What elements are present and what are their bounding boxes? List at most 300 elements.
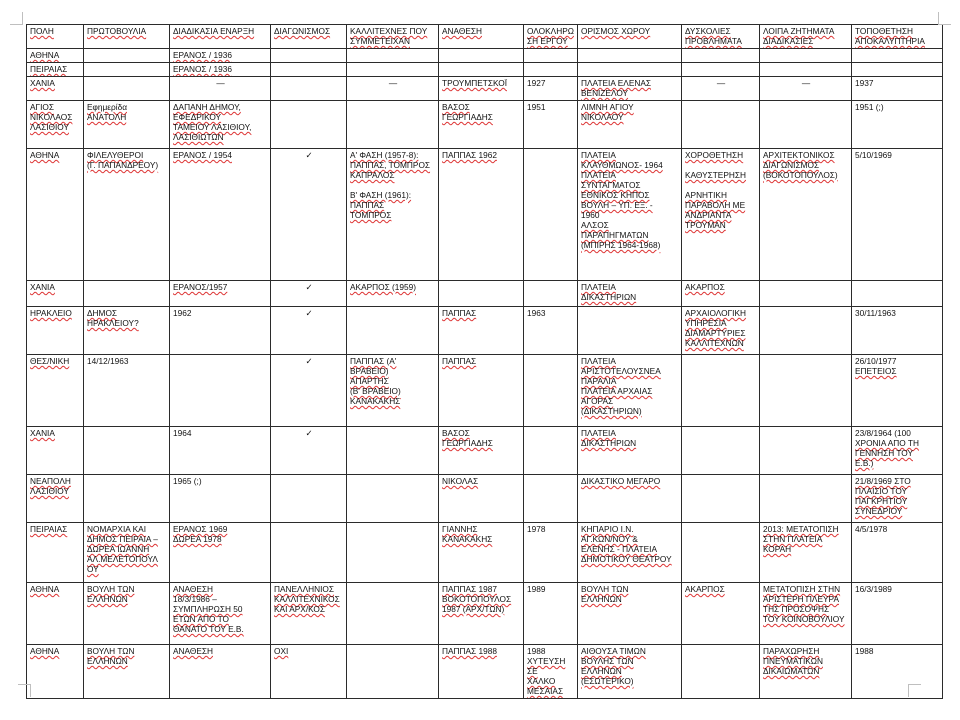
cell-text: Α' ΦΑΣΗ (1957-8):: [350, 150, 419, 160]
cell-text: ΟΧΙ: [274, 646, 289, 656]
table-cell: [760, 281, 852, 307]
cell-text: ΑΘΗΝΑ: [30, 50, 60, 60]
cell-text: ΟΛΟΚΛΗΡΩΣΗ ΕΡΓΟΥ: [527, 26, 574, 46]
cell-text: ΒΑΣΟΣ: [442, 102, 470, 112]
table-cell: [347, 355, 439, 427]
table-cell: [852, 49, 943, 63]
table-cell: [578, 281, 682, 307]
cell-text: ΝΙΚΟΛΑΣ: [442, 476, 479, 486]
cell-text: 14/12/1963: [87, 356, 129, 366]
table-cell: [852, 645, 943, 699]
cell-text: ΠΛΑΤΕΙΑ: [581, 428, 616, 438]
cell-text: 1960: [581, 210, 600, 220]
cell-text: ΠΑΡΑΛΙΑ: [581, 376, 617, 386]
cell-text: ΤΑΜΕΙΟΥ ΛΑΣΙΘΙΟΥ,: [173, 122, 252, 132]
table-row: [27, 475, 943, 523]
cell-text: 26/10/1977: [855, 356, 897, 366]
cell-text: ΤΡΟΥΜΑΝ: [685, 220, 726, 230]
cell-text: ΓΕΩΡΓΙΑΔΗΣ: [442, 112, 493, 122]
cell-text: ΛΙΜΝΗ ΑΓΙΟΥ: [581, 102, 634, 112]
table-cell: [439, 149, 524, 281]
table-cell: [170, 645, 271, 699]
cell-text: ΔΗΜΟΤΙΚΟΥ ΘΕΑΤΡΟΥ: [581, 554, 672, 564]
table-cell: [84, 583, 170, 645]
cell-text: Εφημερίδα: [87, 102, 127, 112]
table-cell: [347, 49, 439, 63]
cell-text: ΠΑΠΠΑΣ 1987: [442, 584, 497, 594]
cell-text: ΕΤΩΝ ΑΠΟ ΤΟ: [173, 614, 229, 624]
cell-text: ΠΕΙΡΑΙΑΣ: [30, 524, 68, 534]
table-cell: [271, 63, 347, 77]
cell-text: 1988: [527, 646, 546, 656]
cell-text: 1988: [855, 646, 874, 656]
table-cell: [760, 49, 852, 63]
table-cell: [84, 307, 170, 355]
cell-text: 1951: [527, 102, 546, 112]
cell-text: ΕΡΑΝΟΣ / 1936: [173, 64, 232, 74]
table-cell: [682, 281, 760, 307]
table-row: [27, 101, 943, 149]
cell-text: ΠΕΙΡΑΙΑΣ: [30, 64, 68, 74]
table-cell: [682, 307, 760, 355]
cell-text: ΠΑΡΑΠΗΓΜΑΤΩΝ: [581, 230, 649, 240]
table-cell: [271, 427, 347, 475]
table-cell: [84, 645, 170, 699]
table-cell: [347, 427, 439, 475]
cell-text: ΠΑΝΕΛΛΗΝΙΟΣ: [274, 584, 335, 594]
cell-text: ΚΑΛΛΙΤΕΧΝΩΝ: [685, 338, 744, 348]
header-row: [27, 25, 943, 49]
cell-text: 1989: [527, 584, 546, 594]
table-cell: [27, 355, 84, 427]
table-cell: [84, 475, 170, 523]
cell-text: ΣΤΗΝ ΠΛΑΤΕΙΑ: [763, 534, 823, 544]
cell-text: ΠΛΑΙΣΙΟ ΤΟΥ: [855, 486, 908, 496]
table-cell: [578, 427, 682, 475]
cell-text: ΑΚΑΡΠΟΣ: [685, 282, 725, 292]
table-row: [27, 281, 943, 307]
cell-text: ΝΟΜΑΡΧΙΑ ΚΑΙ: [87, 524, 147, 534]
cell-text: ΑΝΔΡΙΑΝΤΑ: [685, 210, 732, 220]
cell-text: 23/8/1964 (100: [855, 428, 911, 438]
table-cell: [578, 583, 682, 645]
table-cell: [852, 355, 943, 427]
cell-text: ΠΑΠΠΑΣ 1962: [442, 150, 497, 160]
table-cell: [347, 475, 439, 523]
cell-text: ΚΑΛΛΙΤΕΧΝΕΣ ΠΟΥ ΣΥΜΜΕΤΕΙΧΑΝ: [350, 26, 428, 46]
cell-text: (Β' ΒΡΑΒΕΙΟ): [350, 386, 401, 396]
table-cell: [439, 307, 524, 355]
table-cell: [27, 77, 84, 101]
table-cell: [578, 645, 682, 699]
cell-text: ΚΟΡΑΗ: [763, 544, 792, 554]
cell-text: ΜΕΣΑΙΑΣ: [527, 686, 564, 696]
cell-text: ΑΝΑΘΕΣΗ: [442, 26, 482, 36]
cell-text: ΥΠΗΡΕΣΙΑ: [685, 318, 727, 328]
table-cell: [760, 355, 852, 427]
table-cell: [84, 355, 170, 427]
table-cell: [439, 355, 524, 427]
column-header: [347, 25, 439, 49]
table-cell: [271, 355, 347, 427]
cell-text: ΔΩΡΕΑ ΙΩΑΝΝΗ: [87, 544, 150, 554]
table-cell: [347, 149, 439, 281]
table-cell: [578, 523, 682, 583]
table-cell: [852, 281, 943, 307]
cell-text: ΑΝΑΤΟΛΗ: [87, 112, 127, 122]
cell-text: ΟΡΙΣΜΟΣ ΧΩΡΟΥ: [581, 26, 651, 36]
cell-text: —: [801, 78, 811, 88]
cell-text: ΑΡΙΣΤΟΤΕΛΟΥΣΝΕΑ: [581, 366, 661, 376]
cell-text: ΠΑΠΠΑΣ: [442, 356, 477, 366]
cell-text: ΓΕΝΝΗΣΗ ΤΟΥ: [855, 448, 913, 458]
cell-text: ΧΥΤΕΥΣΗ ΣΕ: [527, 656, 566, 676]
table-cell: [27, 475, 84, 523]
table-cell: [760, 523, 852, 583]
table-cell: [84, 427, 170, 475]
cell-text: ΠΑΠΠΑΣ: [442, 308, 477, 318]
table-cell: [760, 645, 852, 699]
table-cell: [84, 101, 170, 149]
cell-text: ΒΟΥΛΗ – ΥΠ. ΕΞ. -: [581, 200, 653, 210]
cell-text: ΔΑΠΑΝΗ ΔΗΜΟΥ,: [173, 102, 241, 112]
table-cell: [578, 77, 682, 101]
column-header: [524, 25, 578, 49]
cell-text: 4/5/1978: [855, 524, 888, 534]
column-header: [271, 25, 347, 49]
table-cell: [760, 149, 852, 281]
table-cell: [439, 523, 524, 583]
cell-text: ΘΕΣ/ΝΙΚΗ: [30, 356, 70, 366]
table-cell: [852, 63, 943, 77]
table-cell: [852, 77, 943, 101]
cell-text: 1951 (;): [855, 102, 884, 112]
cell-text: ΠΛΑΤΕΙΑ ΑΡΧΑΙΑΣ: [581, 386, 653, 396]
table-cell: [682, 63, 760, 77]
cell-text: ΑΝΑΘΕΣΗ: [173, 646, 213, 656]
cell-text: ΚΑΝΑΚΑΚΗΣ: [350, 396, 401, 406]
table-row: [27, 523, 943, 583]
cell-text: ΕΛΛΗΝΩΝ: [581, 594, 622, 604]
cell-text: ΠΡΩΤΟΒΟΥΛΙΑ: [87, 26, 147, 36]
table-cell: [852, 149, 943, 281]
cell-text: 5/10/1969: [855, 150, 892, 160]
cell-text: 18/3/1986 –: [173, 594, 217, 604]
cell-text: ΒΑΣΟΣ: [442, 428, 470, 438]
table-cell: [682, 645, 760, 699]
table-cell: [439, 281, 524, 307]
table-cell: [170, 63, 271, 77]
table-cell: [524, 475, 578, 523]
table-cell: [347, 307, 439, 355]
cell-text: ΑΓΟΡΑΣ: [581, 396, 614, 406]
cell-text: ΧΑΝΙΑ: [30, 282, 55, 292]
table-cell: [439, 49, 524, 63]
table-cell: [170, 523, 271, 583]
cell-text: ΒΟΚΟΤΟΠΟΥΛΟΣ: [442, 594, 512, 604]
table-cell: [170, 427, 271, 475]
cell-text: ΕΛΛΗΝΩΝ: [87, 594, 128, 604]
table-cell: [27, 427, 84, 475]
cell-text: ΝΙΚΟΛΑΟΥ: [581, 112, 624, 122]
cell-text: ΔΙΑΔΙΚΑΣΙΑ ΕΝΑΡΞΗ: [173, 26, 255, 36]
cell-text: ΒΟΥΛΗ ΤΩΝ: [87, 646, 135, 656]
table-cell: [271, 475, 347, 523]
table-cell: [682, 475, 760, 523]
cell-text: ΧΟΡΟΘΕΤΗΣΗ: [685, 150, 744, 160]
cell-text: ΤΡΟΥΜΠΕΤΣΚΟΪ: [442, 78, 507, 88]
cell-text: (ΔΙΚΑΣΤΗΡΙΩΝ): [581, 406, 642, 416]
cell-text: ✓: [305, 150, 313, 160]
cell-text: ΧΡΟΝΙΑ ΑΠΟ ΤΗ: [855, 438, 919, 448]
table-cell: [170, 49, 271, 63]
table-cell: [578, 355, 682, 427]
column-header: [170, 25, 271, 49]
column-header: [578, 25, 682, 49]
cell-text: (Γ. ΠΑΠΑΝΔΡΕΟΥ): [87, 160, 159, 170]
table-cell: [760, 427, 852, 475]
table-cell: [524, 645, 578, 699]
table-row: [27, 355, 943, 427]
cell-text: ΑΛΣΟΣ: [581, 220, 609, 230]
cell-text: ΣΥΝΤΑΓΜΑΤΟΣ: [581, 180, 641, 190]
column-header: [682, 25, 760, 49]
table-row: [27, 645, 943, 699]
cell-text: ΑΙΘΟΥΣΑ ΤΙΜΩΝ: [581, 646, 646, 656]
table-row: [27, 583, 943, 645]
cell-text: ΔΩΡΕΑ 1978: [173, 534, 222, 544]
cell-text: ΓΕΩΡΓΙΑΔΗΣ: [442, 438, 493, 448]
table-cell: [347, 77, 439, 101]
table-cell: [84, 49, 170, 63]
cell-text: ΚΛΑΥΘΜΩΝΟΣ- 1964: [581, 160, 663, 170]
table-cell: [271, 583, 347, 645]
cell-text: ΔΥΣΚΟΛΙΕΣ ΠΡΟΒΛΗΜΑΤΑ: [685, 26, 742, 46]
column-header: [439, 25, 524, 49]
cell-text: ΕΛΛΗΝΩΝ: [87, 656, 128, 666]
cell-text: ΔΙΚΑΣΤΙΚΟ ΜΕΓΑΡΟ: [581, 476, 661, 486]
table-cell: [439, 645, 524, 699]
table-cell: [27, 523, 84, 583]
table-cell: [682, 355, 760, 427]
table-cell: [578, 149, 682, 281]
cell-text: ΠΑΠΠΑΣ: [350, 200, 385, 210]
table-cell: [170, 475, 271, 523]
table-cell: [271, 523, 347, 583]
cell-text: ΔΙΚΑΣΤΗΡΙΩΝ: [581, 292, 637, 302]
table-row: [27, 149, 943, 281]
table-cell: [682, 77, 760, 101]
cell-text: ΛΟΙΠΑ ΖΗΤΗΜΑΤΑ ΔΙΑΔΙΚΑΣΙΕΣ: [763, 26, 835, 46]
cell-text: ΛΑΣΙΘΙΟΥ: [30, 486, 69, 496]
cell-text: Β' ΦΑΣΗ (1961):: [350, 190, 412, 200]
cell-text: ΑΓΙΟΣ: [30, 102, 54, 112]
cell-text: ✓: [305, 308, 313, 318]
cell-text: ΑΛ.ΜΕΛΕΤΟΠΟΥΛ: [87, 554, 158, 564]
cell-text: ΚΑΛΛΙΤΕΧΝΙΚΟΣ: [274, 594, 340, 604]
cell-text: ✓: [305, 428, 313, 438]
cell-text: ΗΡΑΚΛΕΙΟΥ?: [87, 318, 139, 328]
cell-text: ΟΥ: [87, 564, 99, 574]
cell-text: ΑΠΑΡΤΗΣ: [350, 376, 389, 386]
cell-text: ΑΘΗΝΑ: [30, 150, 60, 160]
table-cell: [682, 101, 760, 149]
cell-text: —: [388, 78, 398, 88]
cell-text: ΔΗΜΟΣ: [87, 308, 118, 318]
cell-text: ΑΡΧΑΙΟΛΟΓΙΚΗ: [685, 308, 746, 318]
cell-text: ΠΟΛΗ: [30, 26, 54, 36]
table-cell: [682, 49, 760, 63]
table-cell: [84, 63, 170, 77]
cell-text: Ε.Β.): [855, 458, 874, 468]
cell-text: ΚΑΘΥΣΤΕΡΗΣΗ: [685, 170, 746, 180]
table-cell: [347, 281, 439, 307]
cell-text: ΑΝΑΘΕΣΗ: [173, 584, 213, 594]
cell-text: ΤΗΣ ΠΡΟΣΟΨΗΣ: [763, 604, 830, 614]
cell-text: ΛΑΣΙΘΙΟΥ: [30, 122, 69, 132]
table-cell: [84, 523, 170, 583]
cell-text: ΠΑΠΠΑΣ (Α': [350, 356, 397, 366]
table-cell: [682, 523, 760, 583]
table-cell: [170, 101, 271, 149]
table-cell: [439, 583, 524, 645]
table-cell: [170, 281, 271, 307]
table-cell: [760, 77, 852, 101]
table-cell: [524, 63, 578, 77]
table-cell: [439, 63, 524, 77]
table-cell: [170, 77, 271, 101]
table-row: [27, 427, 943, 475]
cell-text: 1978: [527, 524, 546, 534]
table-cell: [27, 645, 84, 699]
table-row: [27, 49, 943, 63]
cell-text: ΕΡΑΝΟΣ / 1954: [173, 150, 232, 160]
cell-text: 1964: [173, 428, 192, 438]
cell-text: ΔΙΚΑΙΩΜΑΤΩΝ: [763, 666, 820, 676]
table-cell: [271, 307, 347, 355]
cell-text: ΘΑΝΑΤΟ ΤΟΥ Ε.Β.: [173, 624, 244, 634]
table-cell: [27, 149, 84, 281]
table-cell: [347, 101, 439, 149]
cell-text: ΑΚΑΡΠΟΣ: [685, 584, 725, 594]
cell-text: ΠΛΑΤΕΙΑ ΕΛΕΝΑΣ: [581, 78, 652, 88]
cell-text: ✓: [305, 282, 313, 292]
table-cell: [170, 355, 271, 427]
cell-text: 16/3/1989: [855, 584, 892, 594]
cell-text: ΦΙΛΕΛΥΘΕΡΟΙ: [87, 150, 144, 160]
table-cell: [271, 77, 347, 101]
cell-text: ΠΝΕΥΜΑΤΙΚΩΝ: [763, 656, 823, 666]
table-cell: [347, 583, 439, 645]
table-cell: [27, 101, 84, 149]
cell-text: ΧΑΝΙΑ: [30, 428, 55, 438]
table-cell: [524, 355, 578, 427]
cell-text: —: [216, 78, 225, 88]
cell-text: ΧΑΝΙΑ: [30, 78, 55, 88]
cell-text: ΚΗΠΑΡΙΟ Ι.Ν.: [581, 524, 634, 534]
cell-text: (ΒΟΚΟΤΟΠΟΥΛΟΣ): [763, 170, 838, 180]
table-cell: [524, 77, 578, 101]
cell-text: ΑΡΝΗΤΙΚΗ: [685, 190, 727, 200]
cell-text: ΒΟΥΛΗ ΤΩΝ: [581, 584, 629, 594]
cell-text: ΕΡΑΝΟΣ / 1936: [173, 50, 232, 60]
table-cell: [84, 77, 170, 101]
table-cell: [760, 101, 852, 149]
page-corner-mark: [18, 684, 31, 697]
cell-text: ΓΙΑΝΝΗΣ: [442, 524, 478, 534]
table-cell: [578, 307, 682, 355]
table-cell: [578, 101, 682, 149]
cell-text: (ΜΠΙΡΗΣ 1964-1968): [581, 240, 661, 250]
cell-text: 2013: ΜΕΤΑΤΟΠΙΣΗ: [763, 524, 839, 534]
cell-text: ΔΗΜΟΣ ΠΕΙΡΑΙΑ –: [87, 534, 158, 544]
cell-text: ΠΛΑΤΕΙΑ: [581, 170, 616, 180]
table-cell: [682, 427, 760, 475]
cell-text: ΒΡΑΒΕΙΟ): [350, 366, 389, 376]
cell-text: ΕΘΝΙΚΟΣ ΚΗΠΟΣ: [581, 190, 650, 200]
table-cell: [347, 645, 439, 699]
page-corner-mark: [908, 684, 921, 697]
table-cell: [439, 101, 524, 149]
table-cell: [852, 475, 943, 523]
cell-text: ΑΚΑΡΠΟΣ (1959): [350, 282, 416, 292]
cell-text: ΣΥΝΕΔΡΙΟΥ: [855, 506, 903, 516]
cell-text: 1965 (;): [173, 476, 202, 486]
cell-text: ΕΛΛΗΝΩΝ: [581, 666, 622, 676]
cell-text: 1927: [527, 78, 546, 88]
cell-text: ΠΑΡΑΒΟΛΗ ΜΕ: [685, 200, 746, 210]
column-header: [852, 25, 943, 49]
table-cell: [271, 149, 347, 281]
document-page: [26, 24, 946, 696]
cell-text: ΕΠΕΤΕΙΟΣ: [855, 366, 897, 376]
cell-text: ΤΟΠΟΘΕΤΗΣΗ ΑΠΟΚΑΛΥΠΤΗΡΙΑ: [855, 26, 925, 46]
table-cell: [347, 523, 439, 583]
table-cell: [170, 583, 271, 645]
cell-text: ΕΡΑΝΟΣ/1957: [173, 282, 228, 292]
cell-text: ΣΥΜΠΛΗΡΩΣΗ 50: [173, 604, 243, 614]
cell-text: ΑΓ.ΚΩΝ/ΝΟΥ &: [581, 534, 638, 544]
cell-text: ΔΙΑΓΩΝΙΣΜΟΣ: [763, 160, 820, 170]
page-corner-mark: [938, 12, 951, 25]
cell-text: ΠΛΑΤΕΙΑ: [581, 356, 616, 366]
cell-text: (ΕΣΩΤΕΡΙΚΟ): [581, 676, 634, 686]
cell-text: ΚΑΙ ΑΡΧ/ΚΟΣ: [274, 604, 325, 614]
cell-text: 21/8/1969 ΣΤΟ: [855, 476, 911, 486]
cell-text: ΔΙΚΑΣΤΗΡΙΩΝ: [581, 438, 637, 448]
table-cell: [524, 523, 578, 583]
table-cell: [524, 281, 578, 307]
table-cell: [84, 149, 170, 281]
cell-text: ΑΘΗΝΑ: [30, 584, 60, 594]
cell-text: ΑΘΗΝΑ: [30, 646, 60, 656]
cell-text: ΔΙΑΜΑΡΤΥΡΙΕΣ: [685, 328, 746, 338]
table-row: [27, 63, 943, 77]
cell-text: ΠΑΠΠΑΣ, ΤΟΜΠΡΟΣ: [350, 160, 431, 170]
cell-text: ΤΟΥ ΚΟΙΝΟΒΟΥΛΙΟΥ: [763, 614, 845, 624]
table-cell: [524, 427, 578, 475]
cell-text: 1963: [527, 308, 546, 318]
table-cell: [524, 101, 578, 149]
table-cell: [84, 281, 170, 307]
cell-text: ΝΕΑΠΟΛΗ: [30, 476, 71, 486]
table-cell: [27, 281, 84, 307]
monuments-table: [26, 24, 943, 699]
cell-text: ΕΦΕΔΡΙΚΟΥ: [173, 112, 222, 122]
table-cell: [170, 307, 271, 355]
table-cell: [271, 645, 347, 699]
table-cell: [760, 583, 852, 645]
